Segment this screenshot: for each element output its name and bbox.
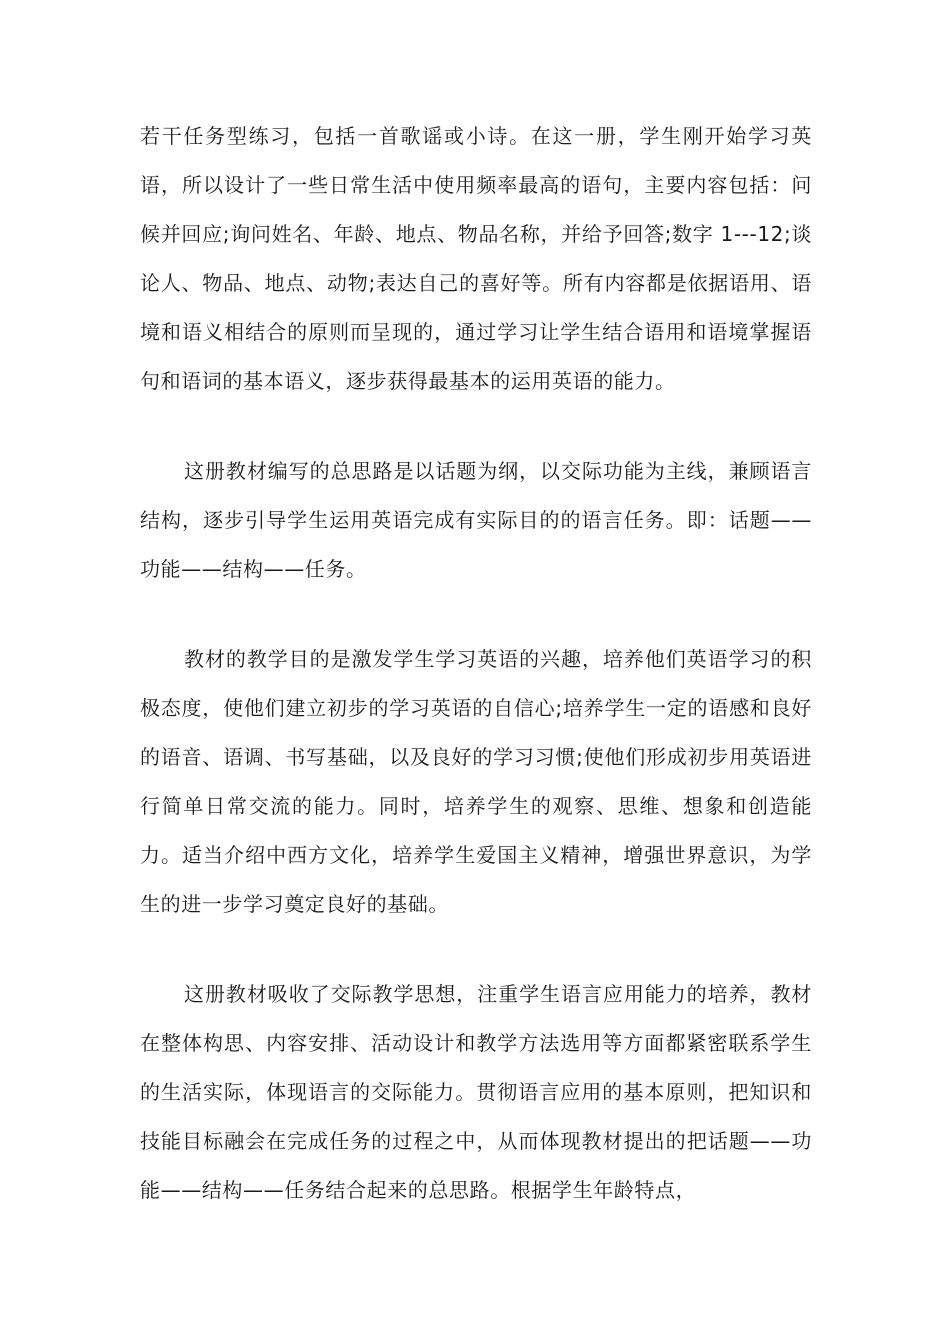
paragraph-3: 教材的教学目的是激发学生学习英语的兴趣，培养他们英语学习的积极态度，使他们建立初步的学习英语的自信心;培养学生一定的语感和良好的语音、语调、书写基础，以及良好的学习习惯;使他们形成初步用英语进行简单日常交流的能力。同时，培养学生的观察、思维、想象和创造能力。适当介绍中西方文化，培养学生爱国主义精神，增强世界意识，为学生的进一步学习奠定良好的基础。 [140, 647, 812, 916]
paragraph-4: 这册教材吸收了交际教学思想，注重学生语言应用能力的培养，教材在整体构思、内容安排、活动设计和教学方法选用等方面都紧密联系学生的生活实际，体现语言的交际能力。贯彻语言应用的基本原则，把知识和技能目标融会在完成任务的过程之中，从而体现教材提出的把话题——功能——结构——任务结合起来的总思路。根据学生年龄特点， [140, 982, 812, 1202]
document-body [140, 112, 812, 1215]
paragraph-2: 这册教材编写的总思路是以话题为纲，以交际功能为主线，兼顾语言结构，逐步引导学生运用英语完成有实际目的的语言任务。即：话题——功能——结构——任务。 [140, 459, 812, 581]
paragraph-1: 若干任务型练习，包括一首歌谣或小诗。在这一册，学生刚开始学习英语，所以设计了一些日常生活中使用频率最高的语句，主要内容包括：问候并回应;询问姓名、年龄、地点、物品名称，并给予回答;数字 1---12;谈论人、物品、地点、动物;表达自己的喜好等。所有内容都是依据语用、语境和语义相结合的原则而呈现的，通过学习让学生结合语用和语境掌握语句和语词的基本语义，逐步获得最基本的运用英语的能力。 [140, 124, 812, 393]
